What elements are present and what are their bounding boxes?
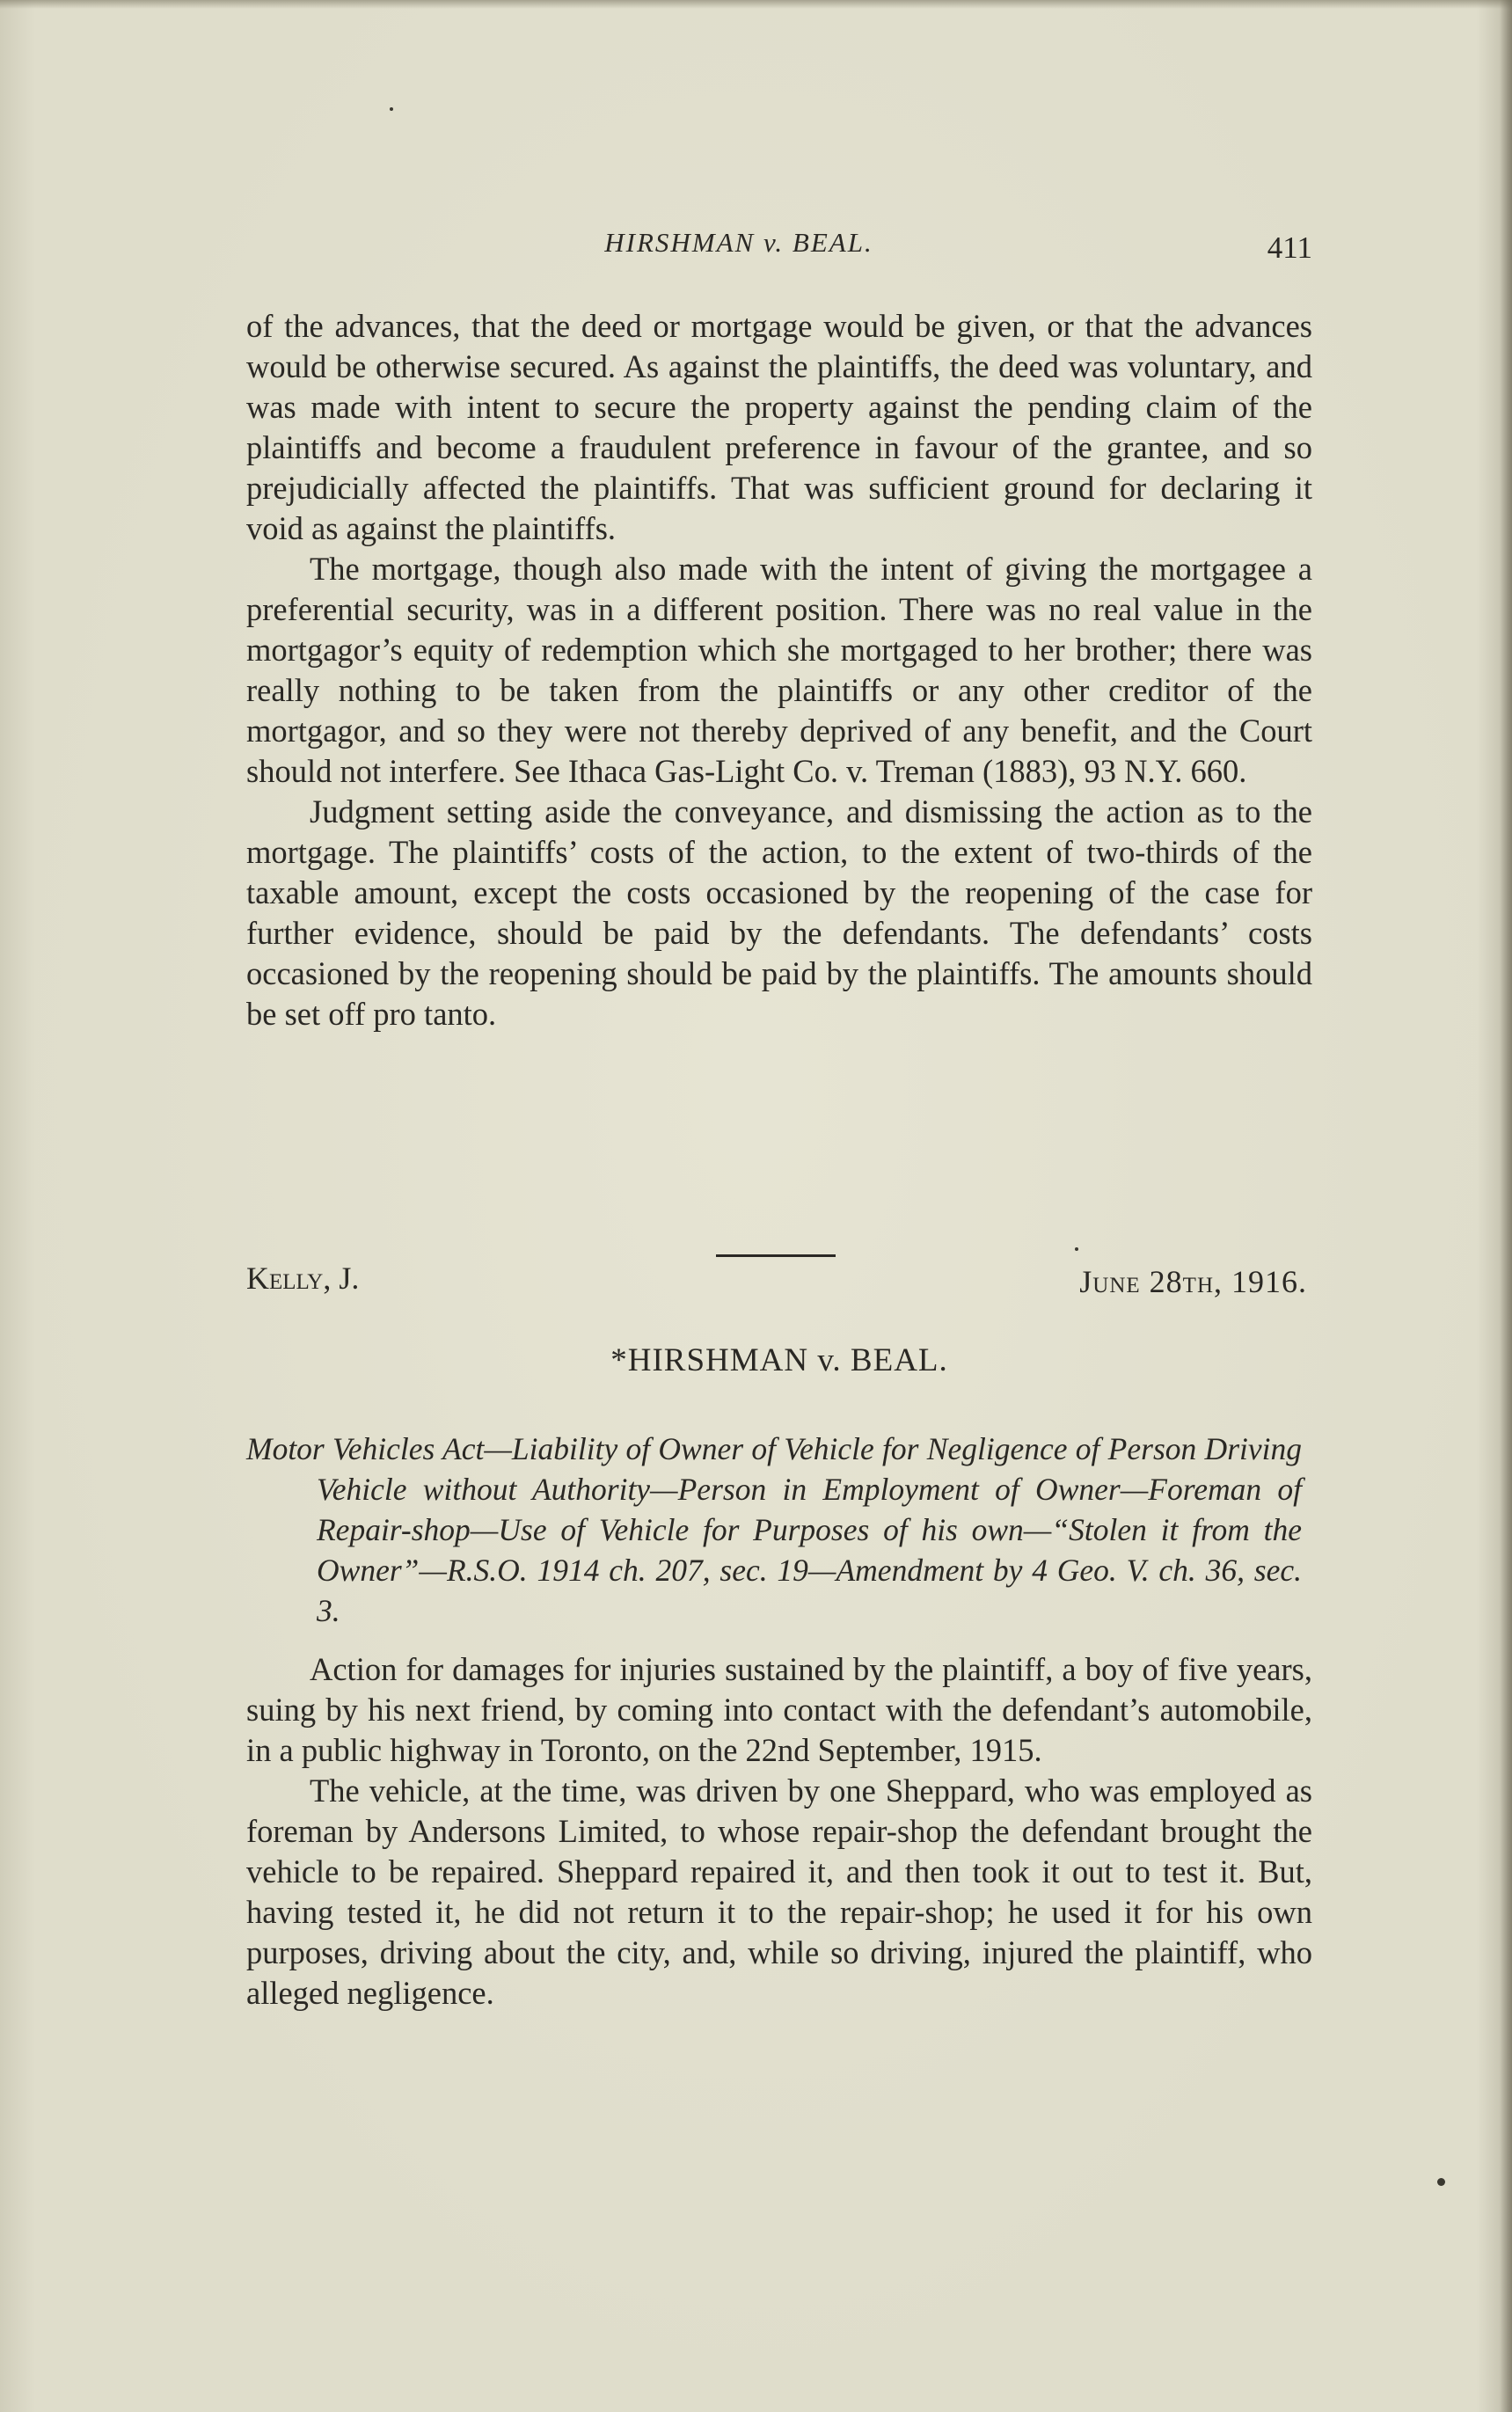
paragraph-judgment: Judgment setting aside the conveyance, and dismissing the action as to the mortgage. The plaintiffs’ costs of the action, to the extent of two-thirds of the taxable amount, except the costs occasioned by the reopening of the case for further evidence, should be paid by the defendants. The defendants’ costs occasioned by the reopening should be paid by the plaintiffs. The amounts should be set off pro tanto.: [246, 793, 1312, 1032]
paper-speck: [1075, 1247, 1078, 1251]
case-judge-line: [246, 1260, 1307, 1304]
decision-date: June 28th, 1916.: [1079, 1264, 1307, 1299]
paper-speck: [390, 107, 393, 111]
paragraph-mortgage: The mortgage, though also made with the intent of giving the mortgagee a preferential security, was in a different position. There was no real value in the mortgagor’s equity of redemption which she mortgaged to her brother; there was really nothing to be taken from the plaintiffs or any other creditor of the mortgagor, and so they were not thereby deprived of any benefit, and the Court should not interfere. See Ithaca Gas-Light Co. v. Treman (1883), 93 N.Y. 660.: [246, 551, 1312, 789]
opinion-text-top: [246, 306, 1312, 1034]
page-top-shadow: [0, 0, 1512, 9]
paragraph-continuation: of the advances, that the deed or mortgage would be given, or that the advances would be otherwise secured. As against the plaintiffs, the deed was voluntary, and was made with intent to secure the property against the pending claim of the plaintiffs and become a fraudulent preference in favour of the grantee, and so prejudicially affected the plaintiffs. That was sufficient ground for declaring it void as against the plaintiffs.: [246, 308, 1312, 546]
paragraph-action: Action for damages for injuries sustained by the plaintiff, a boy of five years, suing by his next friend, by coming into contact with the defendant’s automobile, in a public highway in Toronto, on the 22nd September, 1915.: [246, 1651, 1312, 1768]
headnote: Motor Vehicles Act—Liability of Owner of Vehicle for Negligence of Person Driving Vehicle without Authority—Person in Employment of Owner—Foreman of Repair-shop—Use of Vehicle for Purposes of his own—“Stolen it from the Owner”—R.S.O. 1914 ch. 207, sec. 19—Amendment by 4 Geo. V. ch. 36, sec. 3.: [246, 1431, 1302, 1628]
running-head: [246, 227, 1312, 271]
opinion-text-bottom: [246, 1649, 1312, 2014]
running-head-title: HIRSHMAN v. BEAL.: [604, 227, 873, 258]
page-binding-edge: [1500, 0, 1512, 2412]
paragraph-vehicle: The vehicle, at the time, was driven by one Sheppard, who was employed as foreman by Andersons Limited, to whose repair-shop the defendant brought the vehicle to be repaired. Sheppard repaired it, and then took it out to test it. But, having tested it, he did not return it to the repair-shop; he used it for his own purposes, driving about the city, and, while so driving, injured the plaintiff, who alleged negligence.: [246, 1772, 1312, 2011]
section-divider: [716, 1254, 836, 1257]
judge-name: Kelly, J.: [246, 1261, 360, 1296]
paper-speck: [1437, 2178, 1445, 2186]
page-number: 411: [1267, 230, 1312, 265]
case-title: *HIRSHMAN v. BEAL.: [610, 1342, 948, 1378]
